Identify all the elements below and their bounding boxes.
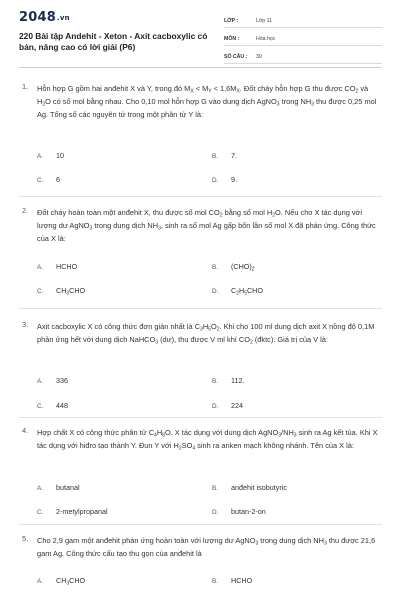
answer-option-c[interactable]	[37, 401, 68, 410]
option-label: B.	[212, 153, 219, 160]
logo-suffix: .vn	[56, 14, 70, 22]
question-separator	[19, 417, 382, 418]
option-value: $CH_3CHO$	[56, 286, 86, 297]
question-text: Đốt cháy hoàn toàn một anđehit X, thu được số mol $CO_2$ bằng số mol $H_2O$. Nếu cho X tác dụng với lượng dư AgNO$_3$ trong dung dịch $NH_3$, sinh ra số mol Ag gấp bốn lần số mol X đã phản ứng. Công thức của X là:	[37, 208, 376, 243]
option-value: 2-metylpropanal	[56, 507, 108, 516]
meta-value: Hóa học	[256, 35, 276, 42]
answer-option-c[interactable]	[37, 286, 85, 295]
option-label: A.	[37, 153, 44, 160]
meta-key: SỐ CÂU :	[224, 53, 248, 60]
question-text: Axit cacboxylic X có công thức đơn giản nhất là $C_3H_5O_2$. Khi cho 100 ml dung dịch axit X nồng độ 0,1M phản ứng hết với dung dịch NaHCO$_3$ (dư), thu được V ml khí $CO_2$ (đktc). Giá trị của V là:	[37, 322, 375, 346]
answer-option-b[interactable]	[212, 262, 255, 271]
option-label: C.	[37, 288, 44, 295]
meta-key: MÔN :	[224, 35, 240, 42]
option-label: A.	[37, 485, 44, 492]
question-separator	[19, 308, 382, 309]
option-value: 448	[56, 401, 68, 410]
question-text: Hỗn hợp G gồm hai anđehit X và Y, trong đó $M_X < M_Y < 1,6M_X$. Đốt cháy hỗn hợp G thu được $CO_2$ và $H_2O$ có số mol bằng nhau. Cho 0,10 mol hỗn hợp G vào dung dịch AgNO$_3$ trong $NH_3$ thu được 0,25 mol Ag. Tổng số các nguyên tử trong một phân tử Y là:	[37, 84, 377, 119]
question-number: 4.	[22, 426, 29, 435]
option-label: A.	[37, 578, 44, 585]
option-value: anđehit isobutyric	[231, 483, 287, 492]
option-value: butanal	[56, 483, 80, 492]
meta-row-subject	[224, 32, 382, 46]
question-number: 1.	[22, 82, 29, 91]
option-label: D.	[212, 403, 219, 410]
meta-key: LỚP :	[224, 17, 239, 24]
option-label: A.	[37, 264, 44, 271]
answer-option-d[interactable]	[212, 507, 266, 516]
option-label: C.	[37, 403, 44, 410]
meta-row-count	[224, 50, 382, 64]
answer-option-d[interactable]	[212, 286, 263, 295]
option-label: A.	[37, 378, 44, 385]
question-text: Hợp chất X có công thức phân tử $C_4H_8O$. X tác dụng với dung dịch $AgNO_3/NH_3$ sinh ra Ag kết tủa. Khi X tác dụng với hiđro tạo thành Y. Đun Y với $H_2SO_4$ sinh ra anken mạch không nhánh. Tên của X là:	[37, 428, 378, 452]
answer-option-b[interactable]	[212, 376, 244, 385]
option-value: 9.	[231, 175, 237, 184]
answer-option-a[interactable]	[37, 576, 85, 585]
question-separator	[19, 524, 382, 525]
answer-option-a[interactable]	[37, 262, 77, 271]
option-value: 7.	[231, 151, 237, 160]
answer-option-b[interactable]	[212, 151, 237, 160]
option-label: D.	[212, 177, 219, 184]
answer-option-d[interactable]	[212, 401, 243, 410]
site-logo[interactable]	[19, 10, 70, 25]
option-label: B.	[212, 264, 219, 271]
answer-option-b[interactable]	[212, 483, 287, 492]
option-value: butan-2-on	[231, 507, 266, 516]
option-value: 336	[56, 376, 68, 385]
question-number: 2.	[22, 206, 29, 215]
meta-row-class	[224, 14, 382, 28]
answer-option-a[interactable]	[37, 376, 68, 385]
question-text: Cho 2,9 gam một anđehit phản ứng hoàn toàn với lượng dư AgNO$_3$ trong dung dịch $NH_3$ thu được 21,6 gam Ag. Công thức cấu tạo thu gọn của anđehit là	[37, 536, 376, 558]
option-label: B.	[212, 578, 219, 585]
header-divider	[19, 67, 382, 68]
option-value: HCHO	[231, 576, 253, 585]
option-value: 224	[231, 401, 243, 410]
option-value: $C_2H_5CHO$	[231, 286, 263, 297]
question-number: 5.	[22, 534, 29, 543]
option-label: D.	[212, 509, 219, 516]
option-value: 112.	[231, 376, 245, 385]
answer-option-a[interactable]	[37, 151, 64, 160]
option-value: $(CHO)_2$	[231, 262, 255, 273]
document-meta	[224, 14, 382, 68]
meta-value: 30	[256, 53, 262, 60]
question-number: 3.	[22, 320, 29, 329]
option-label: C.	[37, 509, 44, 516]
answer-option-a[interactable]	[37, 483, 80, 492]
option-value: $CH_3CHO$	[56, 576, 86, 587]
option-label: B.	[212, 485, 219, 492]
option-value: 10	[56, 151, 64, 160]
meta-value: Lớp 11	[256, 17, 272, 24]
option-label: C.	[37, 177, 44, 184]
question-separator	[19, 196, 382, 197]
option-label: B.	[212, 378, 219, 385]
page-header	[0, 0, 400, 62]
document-title: 220 Bài tập Andehit - Xeton - Axit cacboxylic có bản, nâng cao có lời giải (P6)	[19, 31, 208, 52]
answer-option-d[interactable]	[212, 175, 237, 184]
option-label: D.	[212, 288, 219, 295]
logo-main: 2048	[19, 10, 56, 25]
option-value: 6	[56, 175, 60, 184]
option-value: HCHO	[56, 262, 78, 271]
answer-option-b[interactable]	[212, 576, 252, 585]
answer-option-c[interactable]	[37, 507, 108, 516]
answer-option-c[interactable]	[37, 175, 60, 184]
